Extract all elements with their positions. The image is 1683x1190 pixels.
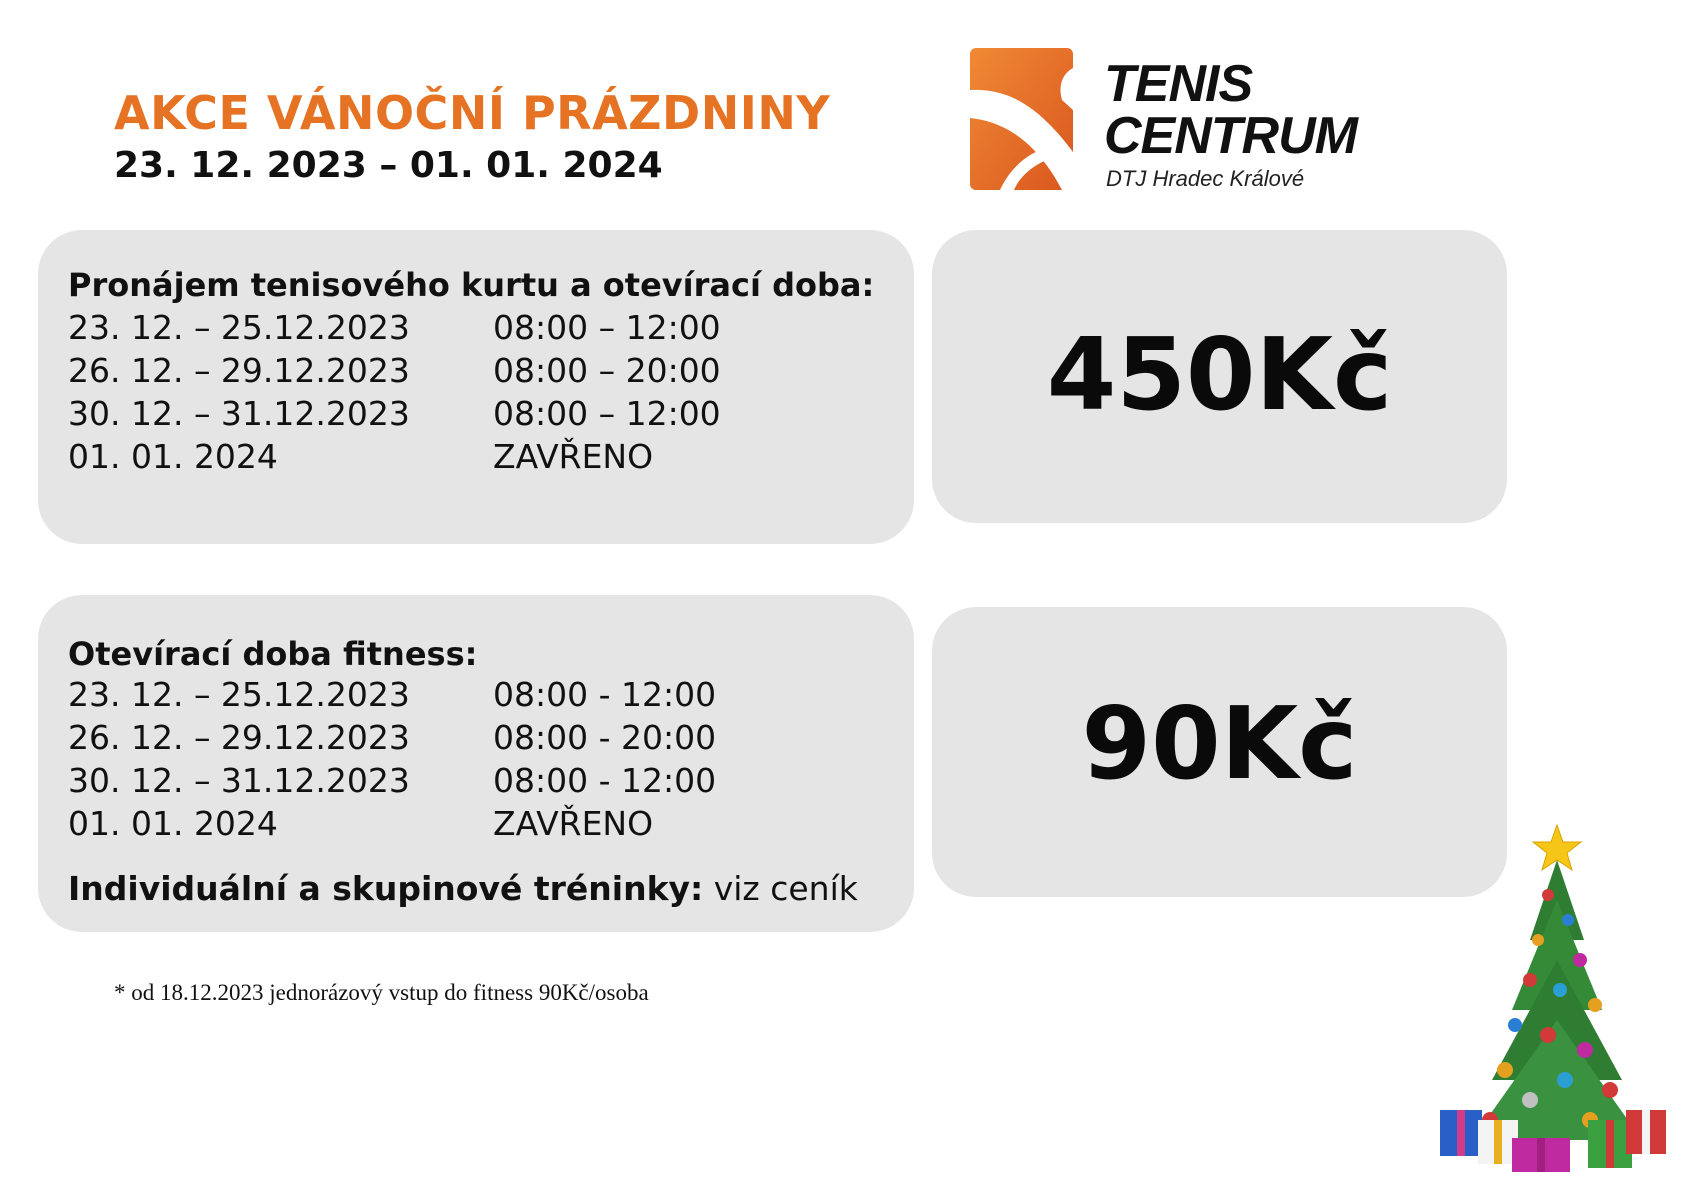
fitness-hours-panel — [38, 595, 914, 932]
schedule-hours: ZAVŘENO — [493, 804, 654, 843]
logo-text-line2: CENTRUM — [1104, 107, 1357, 165]
trainings-label: Individuální a skupinové tréninky: — [68, 869, 704, 908]
schedule-hours: 08:00 – 20:00 — [493, 351, 721, 390]
schedule-dates: 23. 12. – 25.12.2023 — [68, 308, 410, 347]
page-title: AKCE VÁNOČNÍ PRÁZDNINY — [114, 86, 831, 140]
court-price-panel — [932, 230, 1507, 523]
schedule-hours: ZAVŘENO — [493, 437, 654, 476]
trainings-value: viz ceník — [703, 869, 858, 908]
schedule-dates: 23. 12. – 25.12.2023 — [68, 675, 410, 714]
racket-logo-icon — [970, 48, 1075, 190]
trainings-line — [68, 869, 858, 908]
schedule-dates: 26. 12. – 29.12.2023 — [68, 718, 410, 757]
christmas-tree-icon — [1430, 820, 1680, 1180]
schedule-hours: 08:00 - 20:00 — [493, 718, 717, 757]
fitness-price: 90Kč — [1081, 685, 1358, 802]
date-range: 23. 12. 2023 – 01. 01. 2024 — [114, 145, 663, 186]
schedule-hours: 08:00 – 12:00 — [493, 394, 721, 433]
schedule-hours: 08:00 - 12:00 — [493, 675, 717, 714]
schedule-dates: 26. 12. – 29.12.2023 — [68, 351, 410, 390]
schedule-hours: 08:00 – 12:00 — [493, 308, 721, 347]
fitness-price-panel — [932, 607, 1507, 897]
court-price: 450Kč — [1046, 316, 1393, 433]
schedule-dates: 30. 12. – 31.12.2023 — [68, 761, 410, 800]
tenis-centrum-logo — [970, 48, 1410, 193]
schedule-hours: 08:00 - 12:00 — [493, 761, 717, 800]
schedule-dates: 01. 01. 2024 — [68, 437, 278, 476]
court-heading: Pronájem tenisového kurtu a otevírací doba: — [68, 266, 875, 304]
schedule-dates: 01. 01. 2024 — [68, 804, 278, 843]
court-hours-panel — [38, 230, 914, 544]
logo-text-line1: TENIS — [1104, 55, 1253, 113]
logo-subtitle: DTJ Hradec Králové — [1106, 166, 1305, 191]
footnote: * od 18.12.2023 jednorázový vstup do fitness 90Kč/osoba — [114, 980, 649, 1005]
fitness-heading: Otevírací doba fitness: — [68, 635, 478, 673]
schedule-dates: 30. 12. – 31.12.2023 — [68, 394, 410, 433]
